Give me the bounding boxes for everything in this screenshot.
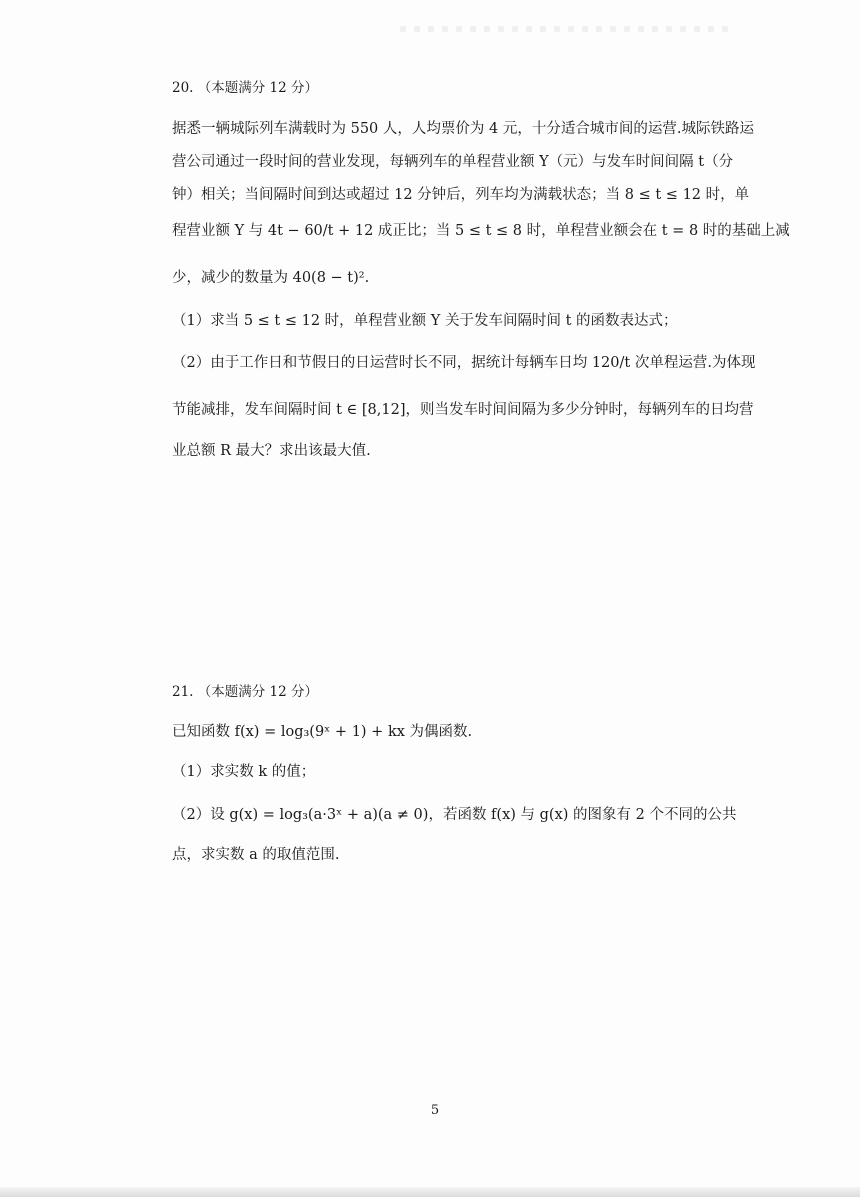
question-21-heading: 21. （本题满分 12 分） <box>172 684 319 700</box>
question-21-line-4: 点，求实数 a 的取值范围. <box>172 847 340 863</box>
question-20-line-9: 业总额 R 最大？求出该最大值. <box>172 443 371 459</box>
page-number: 5 <box>430 1103 440 1118</box>
question-21-part-2: （2）设 g(x) = log₃(a·3ˣ + a)(a ≠ 0)，若函数 f(x) 与 g(x) 的图象有 2 个不同的公共 <box>172 807 737 823</box>
question-20-part-1: （1）求当 5 ≤ t ≤ 12 时，单程营业额 Y 关于发车间隔时间 t 的函数表达式； <box>172 313 678 329</box>
question-21-part-1: （1）求实数 k 的值； <box>172 764 316 780</box>
question-20-line-2: 营公司通过一段时间的营业发现，每辆列车的单程营业额 Y（元）与发车时间间隔 t（分 <box>172 154 734 170</box>
question-20-part-2: （2）由于工作日和节假日的日运营时长不同，据统计每辆车日均 120/t 次单程运营.为体现 <box>172 355 756 371</box>
question-20-line-3: 钟）相关；当间隔时间到达或超过 12 分钟后，列车均为满载状态；当 8 ≤ t ≤ 12 时，单 <box>172 187 750 203</box>
scan-artifact-bottom <box>0 1187 860 1197</box>
scan-artifact-top <box>400 26 730 32</box>
question-20-line-5: 少，减少的数量为 40(8 − t)². <box>172 270 370 286</box>
question-20-line-4: 程营业额 Y 与 4t − 60/t + 12 成正比；当 5 ≤ t ≤ 8 时，单程营业额会在 t = 8 时的基础上减 <box>172 223 790 239</box>
question-21-line-1: 已知函数 f(x) = log₃(9ˣ + 1) + kx 为偶函数. <box>172 724 473 740</box>
question-20-line-8: 节能减排，发车间隔时间 t ∈ [8,12]，则当发车时间间隔为多少分钟时，每辆列车的日均营 <box>172 402 754 418</box>
question-20-heading: 20. （本题满分 12 分） <box>172 80 319 96</box>
question-20-line-1: 据悉一辆城际列车满载时为 550 人，人均票价为 4 元，十分适合城市间的运营.城际铁路运 <box>172 121 754 137</box>
